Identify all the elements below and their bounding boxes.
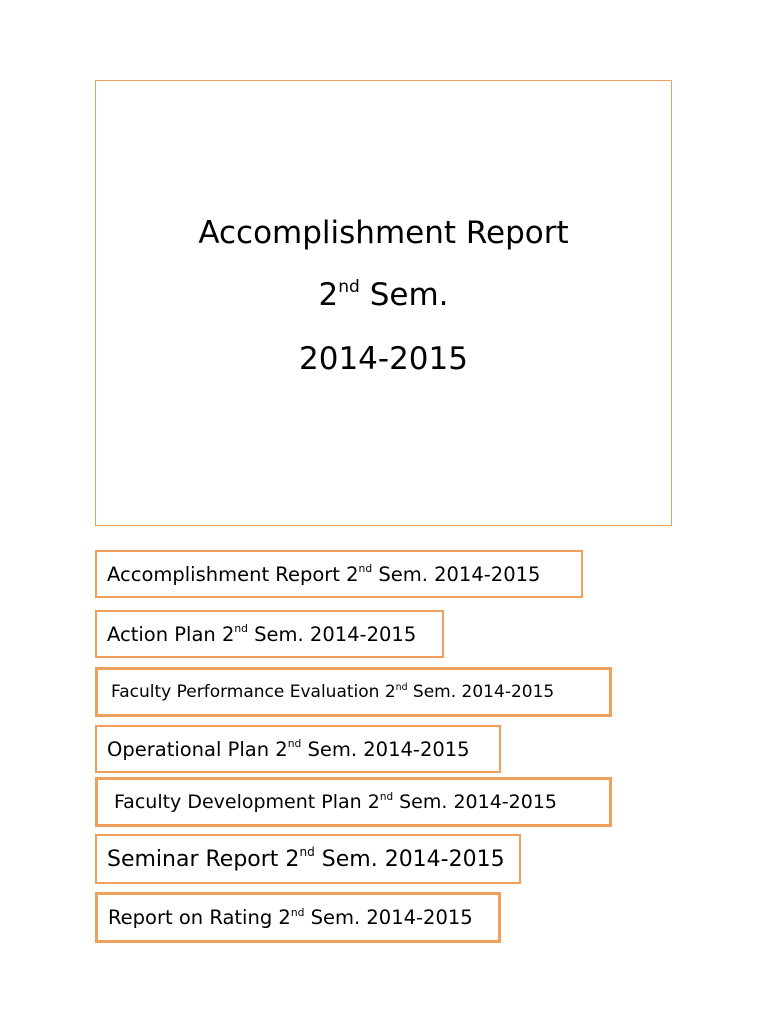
doc-link-label: Operational Plan 2nd Sem. 2014-2015 [107,737,470,761]
cover-page [95,80,672,526]
cover-title [96,215,671,251]
cover-semester [96,277,671,318]
cover-year-text: 2014-2015 [299,341,468,377]
doc-link-label: Faculty Development Plan 2nd Sem. 2014-2015 [114,791,558,813]
doc-link-label: Seminar Report 2nd Sem. 2014-2015 [107,845,505,872]
doc-link-accomplishment-report[interactable] [95,550,583,598]
cover-title-text: Accomplishment Report [198,215,569,251]
doc-link-label: Accomplishment Report 2nd Sem. 2014-2015 [107,562,541,586]
doc-link-faculty-performance-evaluation[interactable] [95,667,612,717]
cover-sem-suffix: nd [338,277,360,298]
cover-sem-label: Sem. [359,277,449,313]
doc-link-faculty-development-plan[interactable] [95,777,612,827]
cover-year [96,341,671,377]
doc-link-action-plan[interactable] [95,610,444,658]
doc-link-label: Faculty Performance Evaluation 2nd Sem. 2014-2015 [111,682,555,702]
doc-link-label: Report on Rating 2nd Sem. 2014-2015 [108,905,473,929]
doc-link-label: Action Plan 2nd Sem. 2014-2015 [107,622,417,646]
doc-link-seminar-report[interactable] [95,834,521,884]
doc-link-report-on-rating[interactable] [95,892,501,943]
doc-link-operational-plan[interactable] [95,725,501,773]
cover-sem-number: 2 [318,277,339,313]
